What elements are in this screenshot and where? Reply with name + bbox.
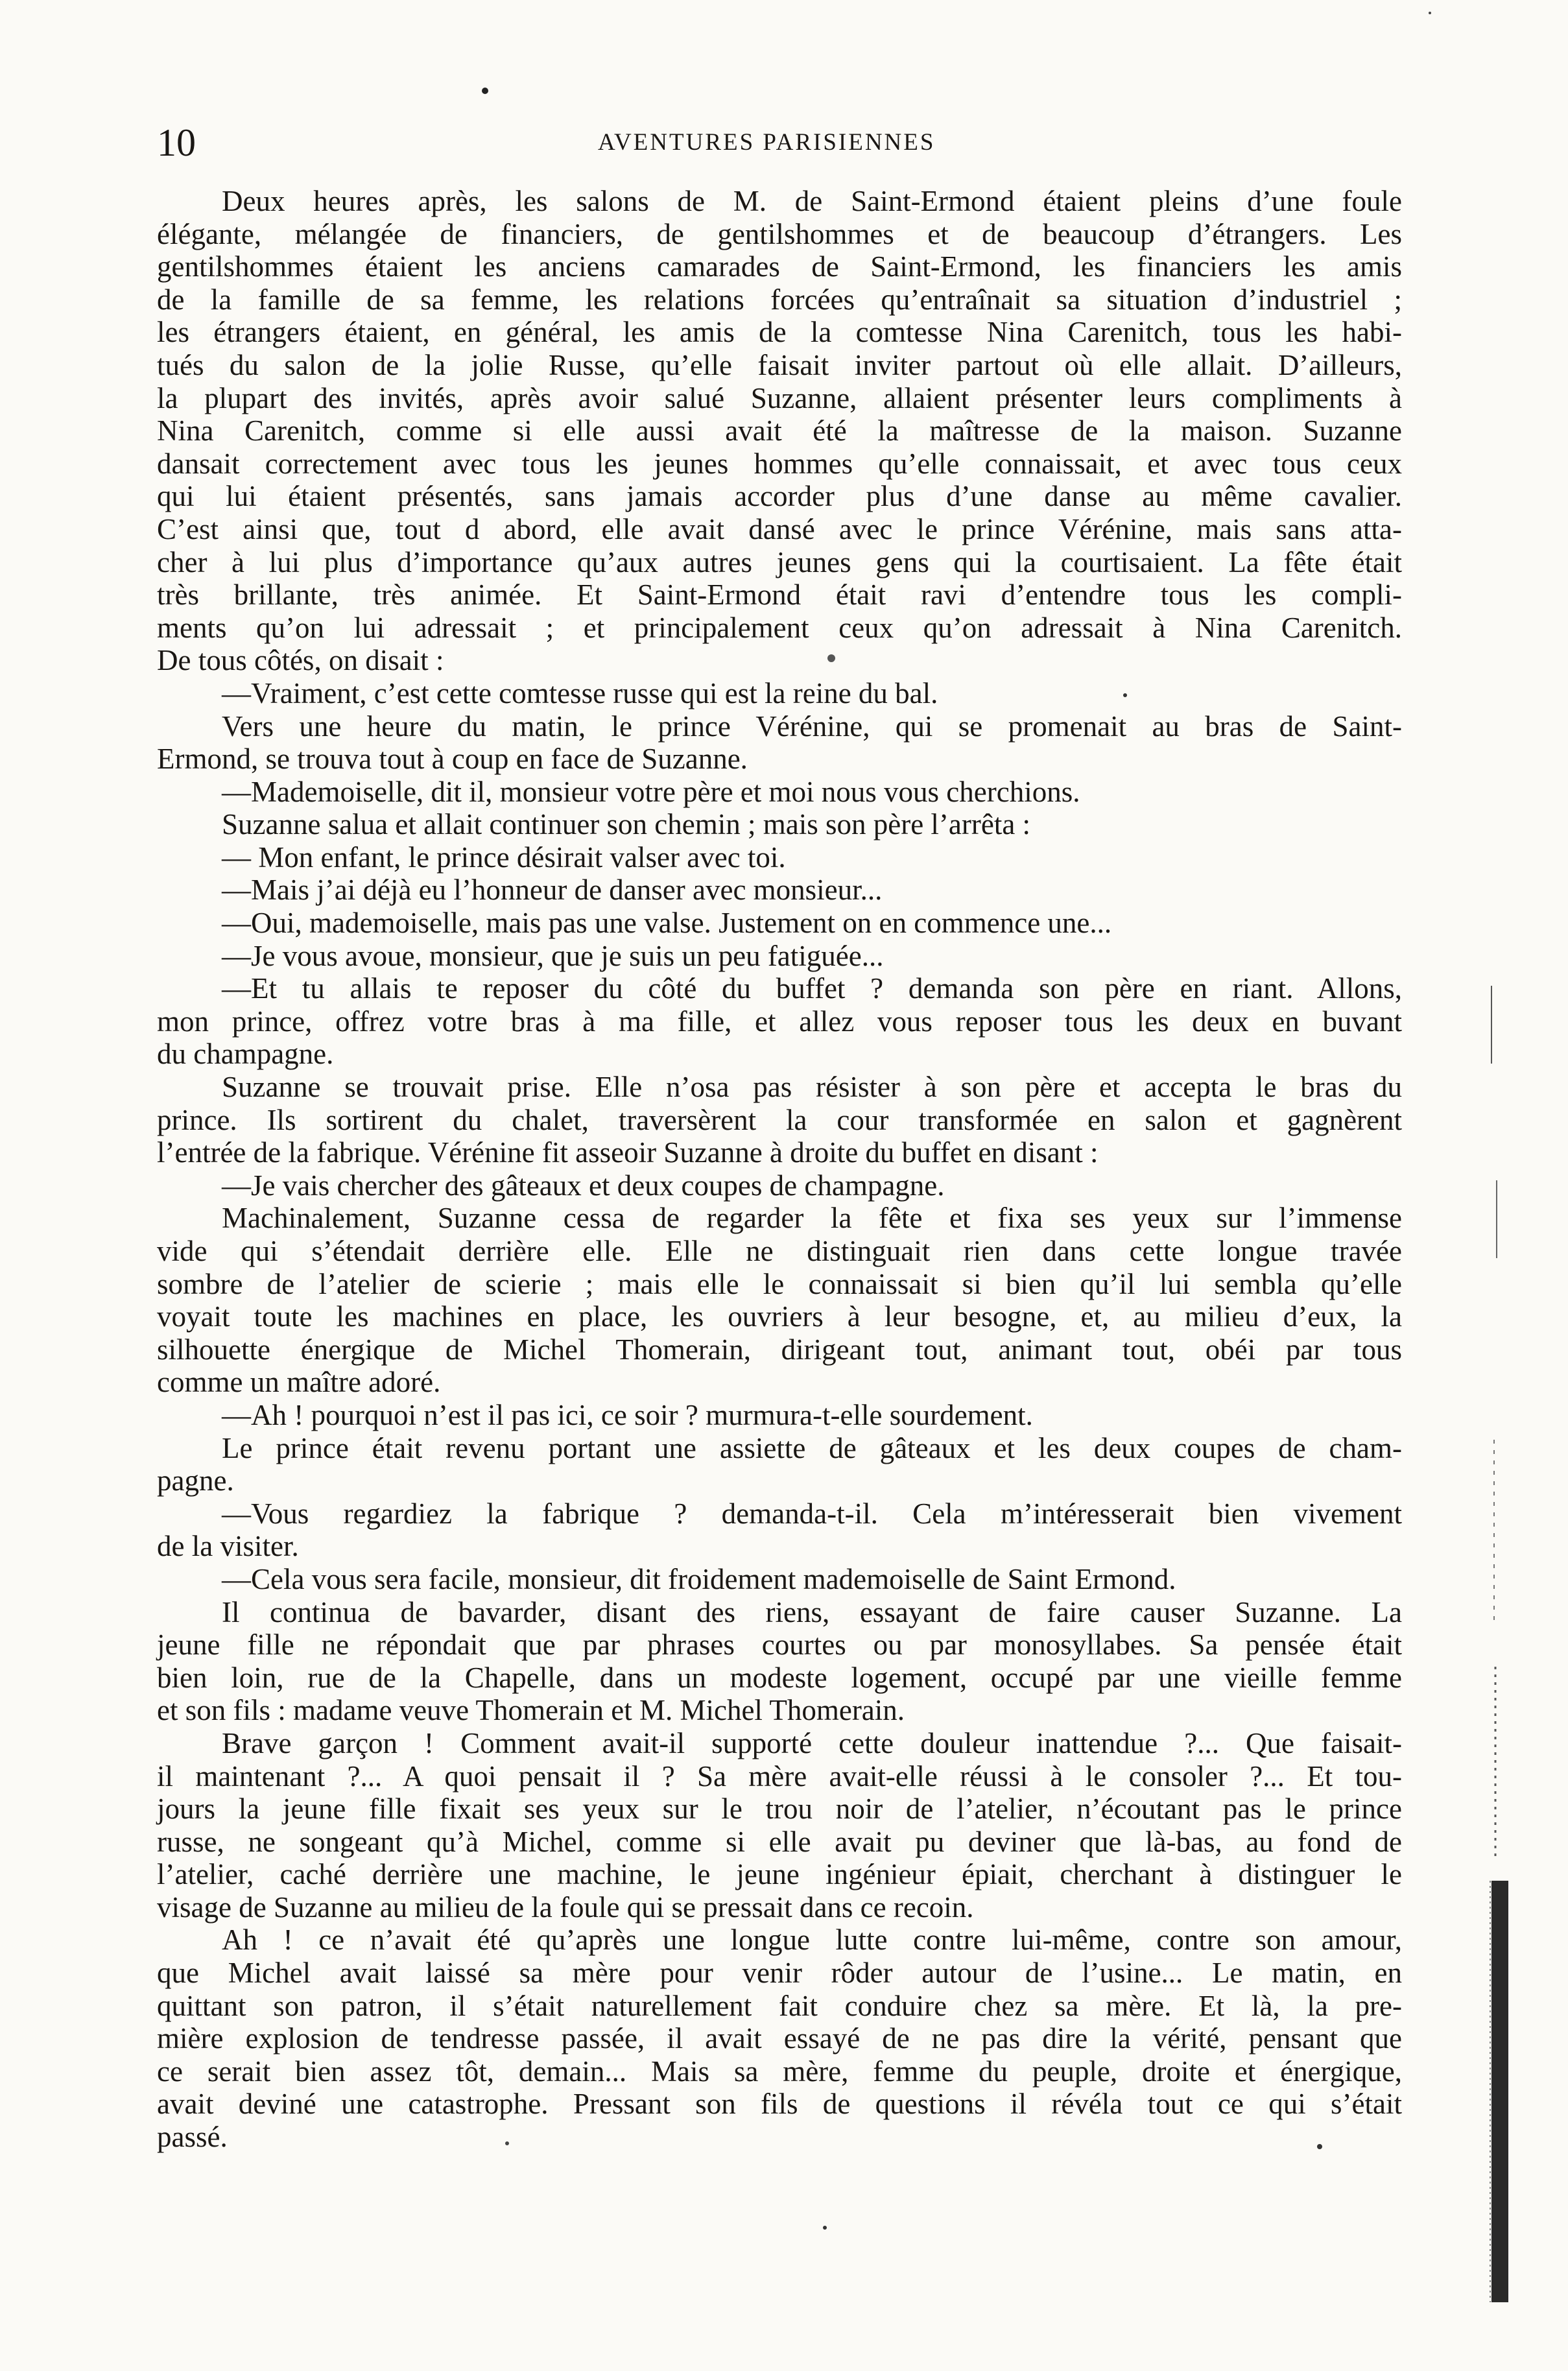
text-line: du champagne. [157,1038,334,1071]
text-line: Il continua de bavarder, disant des riens, essayant de faire causer Suzanne. La [222,1595,1402,1628]
text-line: —Mais j’ai déjà eu l’honneur de danser avec monsieur... [222,874,883,907]
text-line: C’est ainsi que, tout d abord, elle avait dansé avec le prince Vérénine, mais sans atta- [157,512,1402,545]
text-line: —Je vous avoue, monsieur, que je suis un peu fatiguée... [222,939,884,972]
running-title: AVENTURES PARISIENNES [598,129,936,156]
text-line: —Ah ! pourquoi n’est il pas ici, ce soir ? murmura-t-elle sourdement. [222,1398,1033,1431]
text-line: Vers une heure du matin, le prince Vérénine, qui se promenait au bras de Saint- [222,709,1402,743]
text-line: gentilshommes étaient les anciens camarades de Saint-Ermond, les financiers les amis [157,250,1402,283]
text-line: tués du salon de la jolie Russe, qu’elle faisait inviter partout où elle allait. D’ailleurs, [157,348,1402,381]
text-line: —Et tu allais te reposer du côté du buffet ? demanda son père en riant. Allons, [222,972,1402,1005]
text-line: Suzanne salua et allait continuer son chemin ; mais son père l’arrêta : [222,808,1031,841]
text-line: comme un maître adoré. [157,1366,441,1399]
text-line: l’entrée de la fabrique. Vérénine fit asseoir Suzanne à droite du buffet en disant : [157,1136,1099,1169]
bleed-through-margin [1485,986,1514,2335]
body-text [157,185,1402,2154]
text-line: passé. [157,2121,228,2154]
text-line: et son fils : madame veuve Thomerain et M. Michel Thomerain. [157,1694,905,1727]
text-line: la plupart des invités, après avoir salué Suzanne, allaient présenter leurs compliments à [157,381,1402,414]
text-line: Suzanne se trouvait prise. Elle n’osa pas résister à son père et accepta le bras du [222,1071,1402,1104]
text-line: il maintenant ?... A quoi pensait il ? Sa mère avait-elle réussi à le consoler ?... Et tou- [157,1759,1402,1793]
text-line: de la visiter. [157,1530,299,1563]
text-line: bien loin, rue de la Chapelle, dans un modeste logement, occupé par une vieille femme [157,1661,1402,1694]
text-line: Machinalement, Suzanne cessa de regarder la fête et fixa ses yeux sur l’immense [222,1202,1402,1235]
text-line: Brave garçon ! Comment avait-il supporté cette douleur inattendue ?... Que faisait- [222,1726,1402,1759]
text-line: vide qui s’étendait derrière elle. Elle ne distinguait rien dans cette longue travée [157,1235,1402,1267]
text-line: Ah ! ce n’avait été qu’après une longue lutte contre lui-même, contre son amour, [222,1924,1402,1957]
text-line: ce serait bien assez tôt, demain... Mais sa mère, femme du peuple, droite et énergique, [157,2055,1402,2088]
text-line: silhouette énergique de Michel Thomerain, dirigeant tout, animant tout, obéi par tous [157,1333,1402,1366]
text-line: cher à lui plus d’importance qu’aux autres jeunes gens qui la courtisaient. La fête était [157,545,1402,578]
text-line: ments qu’on lui adressait ; et principalement ceux qu’on adressait à Nina Carenitch. [157,611,1402,644]
text-line: de la famille de sa femme, les relations forcées qu’entraînait sa situation d’industriel ; [157,283,1402,316]
text-line: Deux heures après, les salons de M. de Saint-Ermond étaient pleins d’une foule [222,185,1402,217]
text-line: russe, ne songeant qu’à Michel, comme si elle avait pu deviner que là-bas, au fond de [157,1825,1402,1858]
text-line: prince. Ils sortirent du chalet, traversèrent la cour transformée en salon et gagnèrent [157,1103,1402,1136]
text-line: voyait toute les machines en place, les ouvriers à leur besogne, et, au milieu d’eux, la [157,1300,1402,1333]
text-line: les étrangers étaient, en général, les amis de la comtesse Nina Carenitch, tous les habi- [157,316,1402,349]
text-line: avait deviné une catastrophe. Pressant son fils de questions il révéla tout ce qui s’était [157,2088,1402,2121]
text-line: élégante, mélangée de financiers, de gentilshommes et de beaucoup d’étrangers. Les [157,217,1402,250]
text-line: que Michel avait laissé sa mère pour venir rôder autour de l’usine... Le matin, en [157,1957,1402,1990]
text-line: —Oui, mademoiselle, mais pas une valse. Justement on en commence une... [222,907,1112,940]
text-line: mon prince, offrez votre bras à ma fille, et allez vous reposer tous les deux en buvant [157,1005,1402,1038]
text-line: —Vraiment, c’est cette comtesse russe qui est la reine du bal. [222,676,938,709]
text-line: jeune fille ne répondait que par phrases courtes ou par monosyllabes. Sa pensée était [157,1628,1402,1662]
page-number: 10 [157,121,196,164]
text-line: l’atelier, caché derrière une machine, le jeune ingénieur épiait, cherchant à distinguer le [157,1858,1402,1891]
text-line: pagne. [157,1464,234,1497]
text-line: sombre de l’atelier de scierie ; mais elle le connaissait si bien qu’il lui sembla qu’elle [157,1267,1402,1300]
text-line: Ermond, se trouva tout à coup en face de Suzanne. [157,743,748,776]
text-line: visage de Suzanne au milieu de la foule qui se pressait dans ce recoin. [157,1890,974,1924]
text-line: Le prince était revenu portant une assiette de gâteaux et les deux coupes de cham- [222,1431,1402,1464]
text-line: —Cela vous sera facile, monsieur, dit froidement mademoiselle de Saint Ermond. [222,1562,1176,1595]
text-line: De tous côtés, on disait : [157,644,444,677]
text-line: —Je vais chercher des gâteaux et deux coupes de champagne. [222,1169,945,1202]
text-line: quittant son patron, il s’était naturellement fait conduire chez sa mère. Et là, la pre- [157,1989,1402,2022]
text-line: dansait correctement avec tous les jeunes hommes qu’elle connaissait, et avec tous ceux [157,447,1402,480]
text-line: —Mademoiselle, dit il, monsieur votre père et moi nous vous cherchions. [222,775,1080,808]
text-line: jours la jeune fille fixait ses yeux sur le trou noir de l’atelier, n’écoutant pas le prince [157,1793,1402,1826]
text-line: qui lui étaient présentés, sans jamais accorder plus d’une danse au même cavalier. [157,480,1402,513]
page-header [157,117,1389,169]
text-line: —Vous regardiez la fabrique ? demanda-t-il. Cela m’intéresserait bien vivement [222,1497,1402,1530]
text-line: très brillante, très animée. Et Saint-Ermond était ravi d’entendre tous les compli- [157,578,1402,612]
text-line: Nina Carenitch, comme si elle aussi avait été la maîtresse de la maison. Suzanne [157,414,1402,447]
text-line: — Mon enfant, le prince désirait valser avec toi. [222,840,786,874]
text-line: mière explosion de tendresse passée, il avait essayé de ne pas dire la vérité, pensant que [157,2022,1402,2055]
